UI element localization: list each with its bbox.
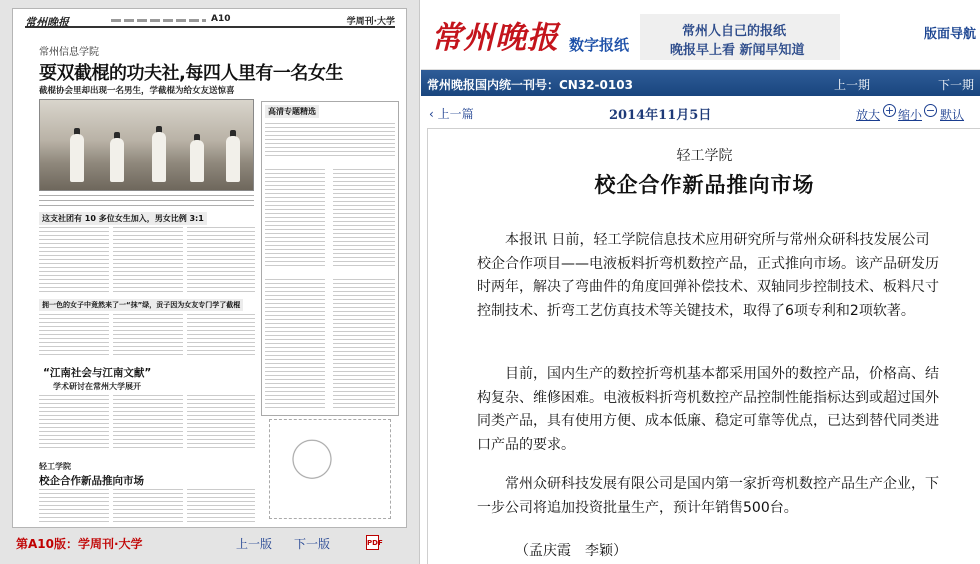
story4-text <box>39 395 109 451</box>
masthead-name: 常州晚报 <box>25 16 69 29</box>
prev-article-label: 上一篇 <box>437 107 474 121</box>
photo-figure <box>226 136 240 182</box>
page-nav-link[interactable]: 版面导航 <box>923 27 976 42</box>
story4-text <box>113 395 183 451</box>
photo-figure <box>190 140 204 182</box>
masthead-rule <box>111 19 206 22</box>
article-paragraph: 本报讯 日前，轻工学院信息技术应用研究所与常州众研科技发展公司校企合作项目——电液板料折弯机数控产品，正式推向市场。该产品研发历时两年，解决了弯曲件的角度回弹补偿技术、双轴同步控制技术、板料尺寸控制技术、折弯工艺仿真技术等关键技术，取得了6项专利和2项软著。 <box>477 232 939 319</box>
story4-subhead: 学术研讨在常州大学展开 <box>53 382 141 391</box>
sidebar-text <box>265 279 325 409</box>
zoom-in-icon[interactable]: + <box>884 104 895 117</box>
story2-text <box>113 227 183 293</box>
article-author: （孟庆霞 李颖） <box>515 543 627 559</box>
zoom-out-link[interactable]: 缩小 <box>898 108 923 122</box>
site-logo[interactable]: 常州晚报 <box>431 20 559 56</box>
story3-text <box>39 314 109 358</box>
story2-text <box>187 227 255 293</box>
article-toolbar <box>421 96 980 128</box>
issue-date: 2014年11月5日 <box>609 108 712 123</box>
lead-subhead: 截棍协会里却出现一名男生，学截棍为给女友送惊喜 <box>39 86 235 96</box>
sidebar-heading[interactable]: 高清专题精选 <box>265 105 319 118</box>
pdf-icon[interactable]: PDF <box>366 535 379 550</box>
lead-kicker: 常州信息学院 <box>39 47 99 58</box>
lead-photo <box>39 99 254 191</box>
cartoon-illustration <box>269 419 391 519</box>
story4-heading[interactable]: “江南社会与江南文献” <box>43 367 152 379</box>
newspaper-page-panel <box>0 0 420 564</box>
story5-heading[interactable]: 校企合作新品推向市场 <box>39 475 144 487</box>
story4-text <box>187 395 255 451</box>
article-paragraph: 常州众研科技发展有限公司是国内第一家折弯机数控产品生产企业，下一步公司将追加投资批量生产，预计年销售500台。 <box>477 476 939 516</box>
slogan-line2: 晚报早上看 新闻早知道 <box>670 43 805 58</box>
story5-text <box>39 489 109 523</box>
issue-info-bar <box>421 70 980 96</box>
story5-text <box>187 489 255 523</box>
zoom-out-icon[interactable]: − <box>925 104 936 117</box>
zoom-default-link[interactable]: 默认 <box>940 108 965 122</box>
story2-heading[interactable]: 这支社团有 10 多位女生加入，男女比例 3:1 <box>39 212 207 225</box>
article-title: 校企合作新品推向市场 <box>594 173 815 197</box>
lead-headline[interactable]: 耍双截棍的功夫社,每四人里有一名女生 <box>39 63 343 84</box>
newspaper-page-image[interactable] <box>12 8 407 528</box>
edition-label[interactable]: 第A10版：学周刊·大学 <box>16 537 143 551</box>
photo-figure <box>70 134 84 182</box>
page-number: A10 <box>211 14 231 24</box>
page-masthead <box>25 14 395 28</box>
story3-text <box>113 314 183 358</box>
section-tag: 学周刊·大学 <box>346 17 395 27</box>
prev-issue-link[interactable]: 上一期 <box>834 78 871 92</box>
story3-text <box>187 314 255 358</box>
zoom-in-link[interactable]: 放大 <box>856 108 881 122</box>
story2-text <box>39 227 109 293</box>
article-kicker: 轻工学院 <box>676 148 733 164</box>
story5-kicker: 轻工学院 <box>39 462 71 471</box>
photo-caption <box>39 195 254 209</box>
next-page-link[interactable]: 下一版 <box>294 537 331 551</box>
story5-text <box>113 489 183 523</box>
prev-page-link[interactable]: 上一版 <box>236 537 273 551</box>
sidebar-text <box>265 169 325 269</box>
sidebar-text <box>333 279 395 409</box>
slogan-banner <box>640 14 840 60</box>
next-issue-link[interactable]: 下一期 <box>938 78 975 92</box>
photo-figure <box>110 138 124 182</box>
sidebar-text <box>265 123 395 159</box>
sidebar-text <box>333 169 395 269</box>
page-navigation <box>12 535 407 555</box>
photo-figure <box>152 132 166 182</box>
logo-subtitle: 数字报纸 <box>569 36 630 54</box>
site-header <box>421 0 980 70</box>
slogan-line1: 常州人自己的报纸 <box>682 24 787 39</box>
issue-cn-number: 常州晚报国内统一刊号：CN32-0103 <box>427 78 633 92</box>
chevron-left-icon: ‹ <box>429 107 438 121</box>
article-body <box>427 128 980 564</box>
article-paragraph: 目前，国内生产的数控折弯机基本都采用国外的数控产品，价格高、结构复杂、维修困难。电液板料折弯机数控产品控制性能指标达到或超过国外同类产品，具有使用方便、成本低廉、稳定可靠等优点，已达到替代同类进口产品的要求。 <box>477 366 939 453</box>
prev-article-link[interactable] <box>429 105 474 122</box>
story3-heading[interactable]: 拥一色的女子中竟然来了一“抹”绿，贡子因为女友专门学了截棍 <box>39 299 243 311</box>
